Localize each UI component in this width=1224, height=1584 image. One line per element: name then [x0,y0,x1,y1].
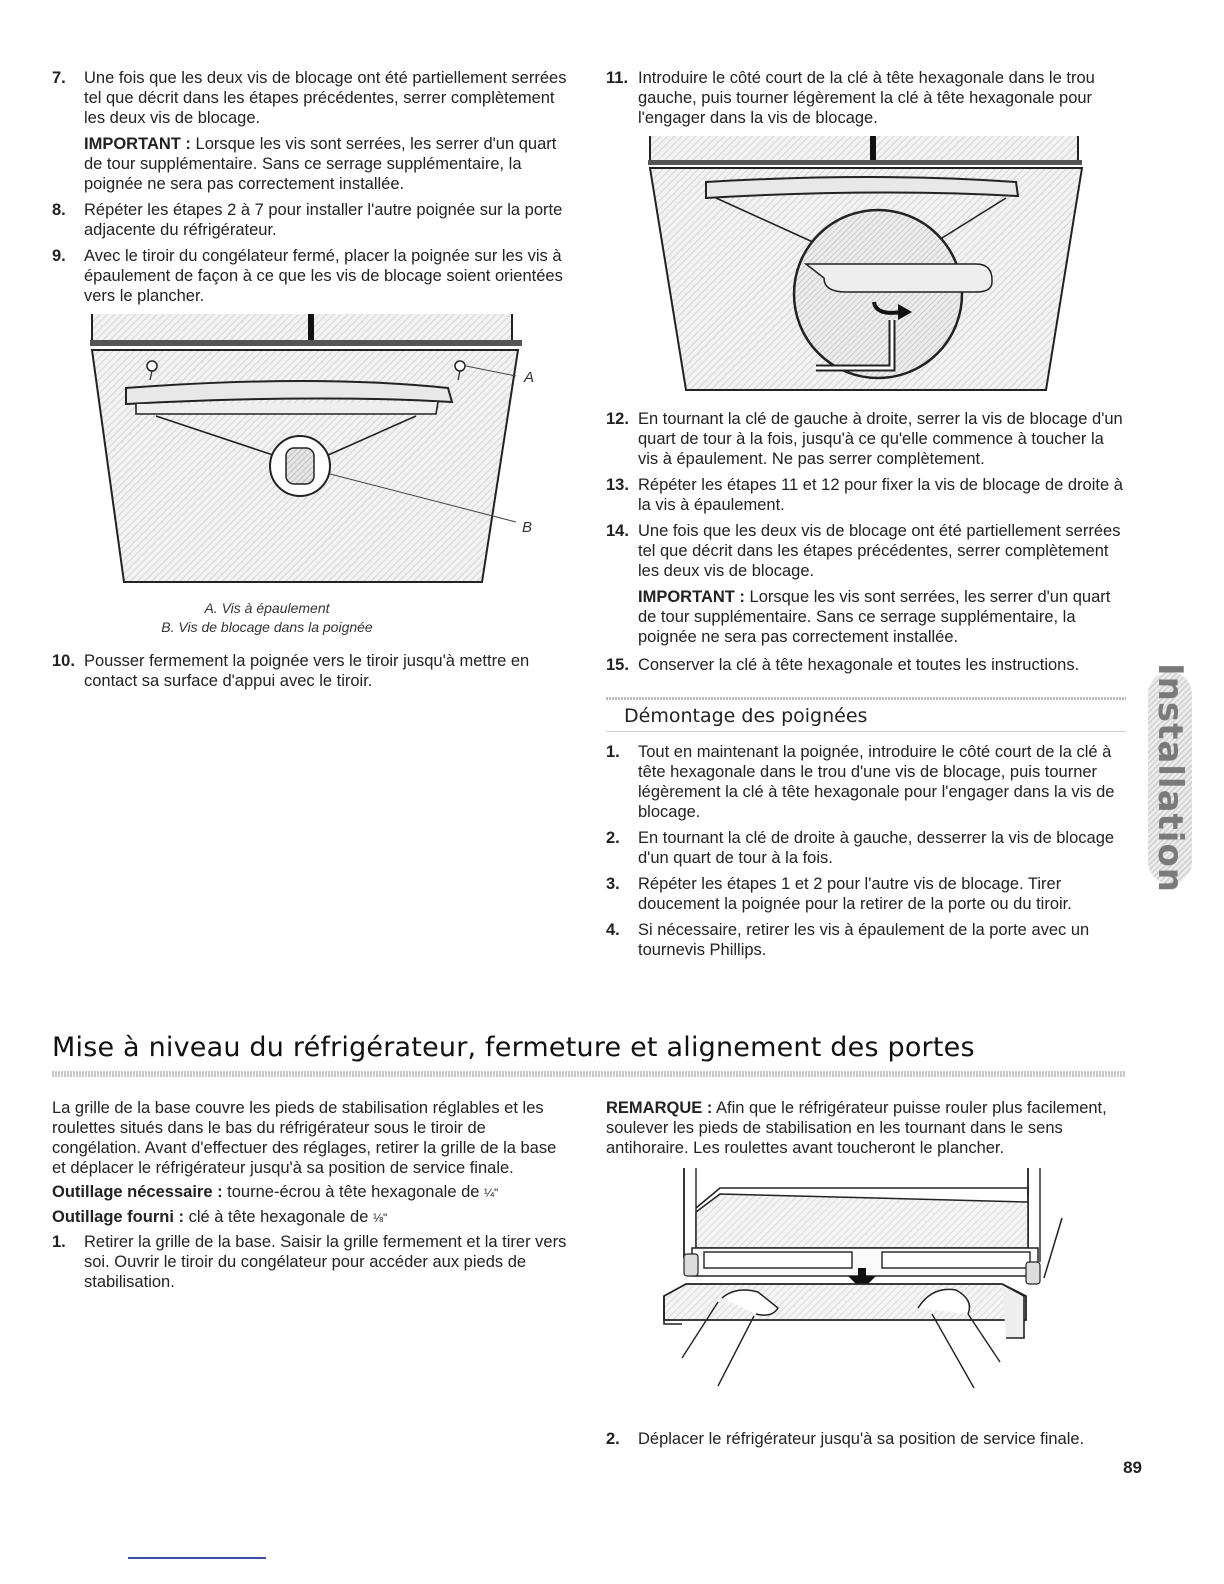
right-column [606,68,1126,966]
caption-a: A. Vis à épaulement [204,600,330,616]
important-label: IMPORTANT : [638,588,745,606]
tools-provided-size: ⅛" [372,1211,388,1225]
step-text: Retirer la grille de la base. Saisir la grille fermement et la tirer vers soi. Ouvrir le tiroir du congélateur pour accéder aux pieds de stabilisation. [84,1233,567,1291]
step-10 [52,651,572,691]
drawer-handle-illustration [86,314,556,586]
step-number: 7. [52,69,66,87]
step-number: 1. [52,1233,66,1251]
step-number: 2. [606,1430,620,1448]
intro-paragraph: La grille de la base couvre les pieds de stabilisation réglables et les roulettes situés dans le bas du réfrigérateur sous le tiroir de congélation. Avant d'effectuer des réglages, retirer la grille de la base et déplacer le réfrigérateur jusqu'à sa position de service finale. [52,1099,557,1177]
section-step-2 [606,1429,1126,1449]
step-text: Une fois que les deux vis de blocage ont été partiellement serrées tel que décrit dans les étapes précédentes, serrer complètement les deux vis de blocage. [638,522,1121,580]
caption-b: B. Vis de blocage dans la poignée [161,619,373,635]
hex-key-illustration [646,136,1086,396]
list-item [606,742,1126,822]
figure-caption [32,599,502,637]
footer-line [128,1557,266,1559]
list-item [606,920,1126,960]
step-text: Conserver la clé à tête hexagonale et toutes les instructions. [638,656,1080,674]
step-text: Répéter les étapes 1 et 2 pour l'autre vis de blocage. Tirer doucement la poignée pour la retirer de la porte ou du tiroir. [638,875,1072,913]
step-number: 13. [606,476,629,494]
step-text: En tournant la clé de gauche à droite, serrer la vis de blocage d'un quart de tour à la fois, jusqu'à ce qu'elle commence à toucher la vis à épaulement. Ne pas serrer complètement. [638,410,1123,468]
tools-needed [52,1182,572,1203]
section-side-tab [1148,662,1192,894]
step-text: Avec le tiroir du congélateur fermé, placer la poignée sur les vis à épaulement de façon à ce que les vis de blocage soient orientées vers le plancher. [84,247,563,305]
removal-steps-list [606,742,1126,960]
note-label: REMARQUE : [606,1099,713,1117]
step-number: 9. [52,247,66,265]
important-text: Lorsque les vis sont serrées, les serrer d'un quart de tour supplémentaire. Sans ce serrage supplémentaire, la poignée ne sera pas correctement installée. [638,588,1111,646]
step-number: 10. [52,652,75,670]
figure-hex-key-insertion [646,136,1086,401]
section-rule [52,1071,1126,1077]
important-note [638,587,1126,647]
label-b: B [522,519,533,536]
tools-provided-label: Outillage fourni : [52,1208,184,1226]
step-text: Si nécessaire, retirer les vis à épaulement de la porte avec un tournevis Phillips. [638,921,1090,959]
section-title: Mise à niveau du réfrigérateur, fermeture et alignement des portes [52,1032,975,1063]
tools-provided-text: clé à tête hexagonale de [184,1208,373,1226]
subsection-header [606,697,1126,732]
step-number: 3. [606,875,620,893]
step-number: 8. [52,201,66,219]
step-9 [52,246,572,306]
important-label: IMPORTANT : [84,135,191,153]
step-11 [606,68,1126,128]
step-number: 14. [606,522,629,540]
step-text: Pousser fermement la poignée vers le tiroir jusqu'à mettre en contact sa surface d'appui avec le tiroir. [84,652,530,690]
note-paragraph [606,1098,1126,1158]
tools-needed-label: Outillage nécessaire : [52,1183,223,1201]
section-step-1 [52,1232,572,1292]
tools-needed-size: ¼" [484,1186,499,1200]
step-number: 2. [606,829,620,847]
step-15 [606,655,1126,675]
step-number: 1. [606,743,620,761]
important-text: Lorsque les vis sont serrées, les serrer d'un quart de tour supplémentaire. Sans ce serrage supplémentaire, la poignée ne sera pas correctement installée. [84,135,557,193]
step-8 [52,200,572,240]
important-note [84,134,572,194]
tools-needed-text: tourne-écrou à tête hexagonale de [222,1183,485,1201]
left-column [52,68,572,697]
step-14 [606,521,1126,581]
subsection-title: Démontage des poignées [606,700,1126,732]
tools-provided [52,1207,572,1228]
list-item [606,828,1126,868]
figure-handle-on-drawer [86,314,556,591]
base-grille-illustration [662,1168,1082,1408]
step-number: 12. [606,410,629,428]
step-7 [52,68,572,128]
section-left-column [52,1098,572,1298]
step-text: Répéter les étapes 11 et 12 pour fixer la vis de blocage de droite à la vis à épaulement. [638,476,1123,514]
figure-base-grille-removal [662,1168,1082,1413]
step-text: En tournant la clé de droite à gauche, desserrer la vis de blocage d'un quart de tour à la fois. [638,829,1115,867]
page-number: 89 [1123,1458,1142,1477]
side-tab-label: Installation [1150,662,1190,894]
step-number: 4. [606,921,620,939]
step-text: Déplacer le réfrigérateur jusqu'à sa position de service finale. [638,1430,1085,1448]
step-text: Introduire le côté court de la clé à tête hexagonale dans le trou gauche, puis tourner légèrement la clé à tête hexagonale pour l'engager dans la vis de blocage. [638,69,1095,127]
step-12 [606,409,1126,469]
step-text: Une fois que les deux vis de blocage ont été partiellement serrées tel que décrit dans les étapes précédentes, serrer complètement les deux vis de blocage. [84,69,567,127]
step-number: 15. [606,656,629,674]
section-right-column [606,1098,1126,1455]
step-text: Tout en maintenant la poignée, introduire le côté court de la clé à tête hexagonale dans le trou d'une vis de blocage, puis tourner légèrement la clé à tête hexagonale pour l'engager dans la vis de blocage. [638,743,1115,821]
step-text: Répéter les étapes 2 à 7 pour installer l'autre poignée sur la porte adjacente du réfrigérateur. [84,201,563,239]
note-text: Afin que le réfrigérateur puisse rouler plus facilement, soulever les pieds de stabilisation en les tournant dans le sens antihoraire. Les roulettes avant toucheront le plancher. [606,1099,1107,1157]
list-item [606,874,1126,914]
step-number: 11. [606,69,629,87]
step-13 [606,475,1126,515]
label-a: A [524,369,535,386]
